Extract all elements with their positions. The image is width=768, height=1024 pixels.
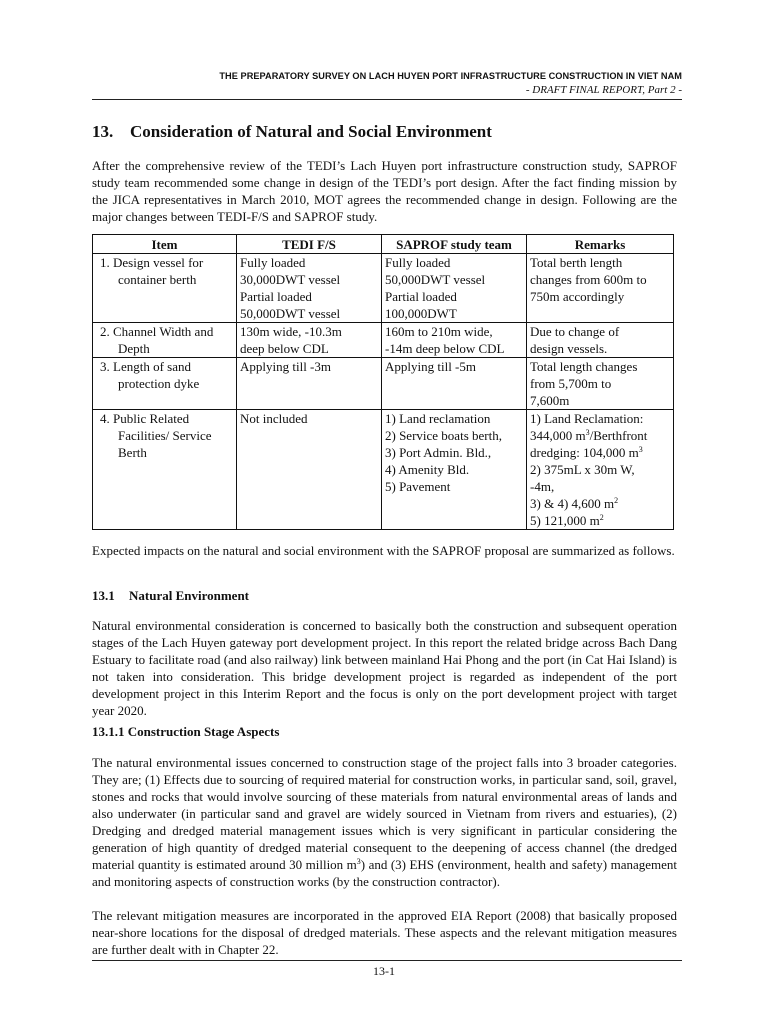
cell-line: 3. Length of sand [100, 359, 191, 374]
cell-line: 1) Land reclamation [385, 411, 491, 426]
paragraph-text: ) and (3) EHS (environment, health and safety) management and monitoring aspects of construction works (by the construction contractor). [92, 857, 677, 889]
cell-tedi [237, 323, 382, 358]
header-rule [92, 99, 682, 100]
cell-line: from 5,700m to [530, 376, 612, 391]
cell-item [93, 358, 237, 410]
cell-line: Total length changes [530, 359, 638, 374]
superscript: 2 [614, 496, 619, 505]
cell-line: 2) Service boats berth, [385, 428, 502, 443]
cell-saprof [382, 358, 527, 410]
cell-line: Not included [240, 411, 308, 426]
mitigation-paragraph: The relevant mitigation measures are incorporated in the approved EIA Report (2008) that basically proposed near-shore locations for the disposal of dredged materials. These aspects and the relevant mitigation measures are further dealt with in Chapter 22. [92, 908, 677, 957]
cell-remarks [527, 410, 674, 530]
subsection-heading [92, 588, 249, 604]
page-number: 13-1 [373, 964, 395, 978]
running-header-title: THE PREPARATORY SURVEY ON LACH HUYEN PORT INFRASTRUCTURE CONSTRUCTION IN VIET NAM [219, 71, 682, 81]
cell-line [530, 444, 670, 461]
cell-line: 30,000DWT vessel [240, 272, 341, 287]
cell-saprof [382, 323, 527, 358]
cell-line: Applying till -5m [385, 359, 476, 374]
section-title: Consideration of Natural and Social Environment [130, 122, 492, 141]
section-number: 13. [92, 122, 114, 141]
cell-line: Berth [118, 445, 147, 460]
column-header-remarks: Remarks [527, 235, 674, 254]
cell-text: dredging: 104,000 m [530, 445, 639, 460]
cell-line: -14m deep below CDL [385, 341, 505, 356]
cell-line: 50,000DWT vessel [385, 272, 486, 287]
column-header-tedi: TEDI F/S [237, 235, 382, 254]
cell-line: Depth [118, 341, 150, 356]
subsection-number: 13.1 [92, 588, 115, 603]
table-row [93, 323, 674, 358]
table-header-row [93, 235, 674, 254]
cell-line: Fully loaded [385, 255, 451, 270]
section-heading [92, 122, 492, 142]
cell-line [530, 495, 670, 512]
cell-saprof [382, 254, 527, 323]
cell-line: Partial loaded [385, 289, 457, 304]
cell-line: 4) Amenity Bld. [385, 462, 470, 477]
cell-item [93, 323, 237, 358]
cell-line: 2. Channel Width and [100, 324, 214, 339]
cell-line: 3) Port Admin. Bld., [385, 445, 492, 460]
cell-line: 1. Design vessel for [100, 255, 204, 270]
cell-line: design vessels. [530, 341, 608, 356]
cell-line: 100,000DWT [385, 306, 457, 321]
cell-line: Facilities/ Service [118, 428, 212, 443]
natural-environment-paragraph: Natural environmental consideration is concerned to basically both the construction and subsequent operation stages of the Lach Huyen gateway port development project. In this report the related bridge across Bach Dang Estuary to facilitate road (and also railway) link between mainland Hai Phong and the port (in Cat Hai Island) is not taken into consideration. This bridge development project is regarded as independent of the port development project in this Interim Report and the focus is only on the port development project with target year 2020. [92, 618, 677, 718]
paragraph-text: The natural environmental issues concerned to construction stage of the project falls into 3 broader categories. They are; (1) Effects due to sourcing of required material for construction works, in particular sand, soil, gravel, stones and rocks that would involve sourcing of these materials from natural environmental areas of lands and also underwater (in particular sand and gravel are widely sourced in Vietnam from rivers and estuaries), (2) Dredging and dredged material management issues which is very significant in particular considering the generation of high quantity of dredged material consequent to the deepening of access channel (the dredged material quantity is estimated around 30 million m [92, 755, 677, 872]
cell-line: Due to change of [530, 324, 620, 339]
cell-line: deep below CDL [240, 341, 329, 356]
running-header-subtitle: - DRAFT FINAL REPORT, Part 2 - [525, 84, 682, 96]
cell-line: 7,600m [530, 393, 570, 408]
cell-item [93, 410, 237, 530]
cell-line: 160m to 210m wide, [385, 324, 493, 339]
construction-stage-paragraph [92, 754, 677, 890]
column-header-saprof: SAPROF study team [382, 235, 527, 254]
cell-remarks [527, 358, 674, 410]
cell-text: 5) 121,000 m [530, 513, 600, 528]
cell-text: /Berthfront [589, 428, 648, 443]
cell-remarks [527, 323, 674, 358]
intro-paragraph: After the comprehensive review of the TEDI’s Lach Huyen port infrastructure construction study, SAPROF study team recommended some change in design of the TEDI’s port design. After the fact finding mission by the JICA representatives in March 2010, MOT agrees the recommended change in design. Following are the major changes between TEDI-F/S and SAPROF study. [92, 158, 677, 224]
cell-line: 750m accordingly [530, 289, 625, 304]
cell-remarks [527, 254, 674, 323]
cell-line: 130m wide, -10.3m [240, 324, 342, 339]
cell-line: -4m, [530, 479, 555, 494]
table-row [93, 358, 674, 410]
footer-rule [92, 960, 682, 961]
cell-text: 344,000 m [530, 428, 586, 443]
cell-text: 3) & 4) 4,600 m [530, 496, 615, 511]
superscript: 3 [585, 428, 590, 437]
table-row [93, 410, 674, 530]
cell-tedi [237, 254, 382, 323]
cell-tedi [237, 410, 382, 530]
comparison-table [92, 234, 674, 530]
cell-line [530, 427, 670, 444]
column-header-item: Item [93, 235, 237, 254]
subsection-title: Natural Environment [129, 588, 250, 603]
cell-line: 50,000DWT vessel [240, 306, 341, 321]
superscript: 3 [638, 445, 643, 454]
cell-saprof [382, 410, 527, 530]
cell-line: container berth [118, 272, 197, 287]
cell-line: Applying till -3m [240, 359, 331, 374]
cell-item [93, 254, 237, 323]
cell-line: Fully loaded [240, 255, 306, 270]
cell-line: 5) Pavement [385, 479, 451, 494]
cell-line: 1) Land Reclamation: [530, 411, 644, 426]
cell-line: 2) 375mL x 30m W, [530, 462, 635, 477]
cell-tedi [237, 358, 382, 410]
table-row [93, 254, 674, 323]
subsubsection-heading: 13.1.1 Construction Stage Aspects [92, 724, 280, 739]
superscript: 3 [356, 857, 361, 866]
after-table-paragraph: Expected impacts on the natural and social environment with the SAPROF proposal are summarized as follows. [92, 543, 675, 558]
cell-line: protection dyke [118, 376, 200, 391]
cell-line: Partial loaded [240, 289, 312, 304]
cell-line: 4. Public Related [100, 411, 190, 426]
superscript: 2 [599, 513, 604, 522]
cell-line: Total berth length [530, 255, 623, 270]
cell-line: changes from 600m to [530, 272, 647, 287]
cell-line [530, 512, 670, 529]
